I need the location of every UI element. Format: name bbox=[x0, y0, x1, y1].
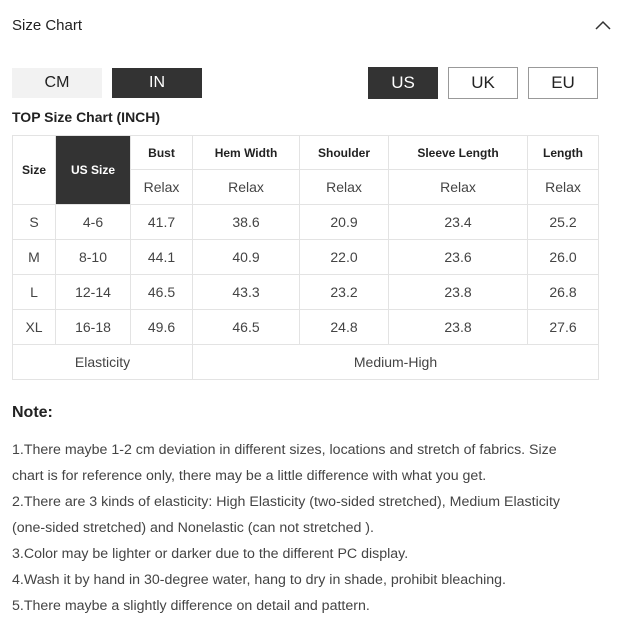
fit-label: Relax bbox=[389, 170, 528, 205]
value-cell: 49.6 bbox=[131, 310, 193, 345]
column-header: Bust bbox=[131, 136, 193, 170]
size-cell: M bbox=[13, 240, 56, 275]
us-size-column-header: US Size bbox=[56, 136, 131, 205]
column-header: Sleeve Length bbox=[389, 136, 528, 170]
elasticity-row bbox=[13, 345, 599, 380]
size-chart-header[interactable] bbox=[12, 16, 612, 36]
uk-button[interactable]: UK bbox=[448, 67, 518, 99]
value-cell: 44.1 bbox=[131, 240, 193, 275]
table-row bbox=[13, 240, 599, 275]
table-row bbox=[13, 310, 599, 345]
column-header: Length bbox=[528, 136, 599, 170]
elasticity-value: Medium-High bbox=[193, 345, 599, 380]
value-cell: 46.5 bbox=[193, 310, 300, 345]
note-line: chart is for reference only, there may be a little difference with what you get. bbox=[12, 468, 487, 484]
page-title: Size Chart bbox=[12, 17, 83, 34]
value-cell: 26.0 bbox=[528, 240, 599, 275]
value-cell: 43.3 bbox=[193, 275, 300, 310]
us-size-cell: 4-6 bbox=[56, 205, 131, 240]
value-cell: 23.2 bbox=[300, 275, 389, 310]
column-header: Hem Width bbox=[193, 136, 300, 170]
note-line: (one-sided stretched) and Nonelastic (can not stretched ). bbox=[12, 520, 374, 536]
table-row bbox=[13, 275, 599, 310]
column-header: Shoulder bbox=[300, 136, 389, 170]
fit-label: Relax bbox=[131, 170, 193, 205]
fit-label: Relax bbox=[528, 170, 599, 205]
value-cell: 20.9 bbox=[300, 205, 389, 240]
us-size-cell: 8-10 bbox=[56, 240, 131, 275]
value-cell: 38.6 bbox=[193, 205, 300, 240]
chevron-up-icon[interactable] bbox=[594, 18, 612, 32]
note-list bbox=[12, 437, 612, 619]
size-cell: L bbox=[13, 275, 56, 310]
value-cell: 46.5 bbox=[131, 275, 193, 310]
fit-label: Relax bbox=[193, 170, 300, 205]
us-size-cell: 12-14 bbox=[56, 275, 131, 310]
size-cell: S bbox=[13, 205, 56, 240]
eu-button[interactable]: EU bbox=[528, 67, 598, 99]
value-cell: 24.8 bbox=[300, 310, 389, 345]
value-cell: 27.6 bbox=[528, 310, 599, 345]
size-cell: XL bbox=[13, 310, 56, 345]
note-title: Note: bbox=[12, 404, 53, 421]
cm-button[interactable]: CM bbox=[12, 68, 102, 98]
note-line: 4.Wash it by hand in 30-degree water, hang to dry in shade, prohibit bleaching. bbox=[12, 572, 506, 588]
table-row bbox=[13, 205, 599, 240]
value-cell: 25.2 bbox=[528, 205, 599, 240]
table-header-row bbox=[13, 136, 599, 170]
value-cell: 23.8 bbox=[389, 310, 528, 345]
value-cell: 23.8 bbox=[389, 275, 528, 310]
us-button[interactable]: US bbox=[368, 67, 438, 99]
value-cell: 41.7 bbox=[131, 205, 193, 240]
value-cell: 40.9 bbox=[193, 240, 300, 275]
note-line: 5.There maybe a slightly difference on detail and pattern. bbox=[12, 598, 370, 614]
note-line: 3.Color may be lighter or darker due to the different PC display. bbox=[12, 546, 409, 562]
chart-subtitle: TOP Size Chart (INCH) bbox=[12, 109, 161, 125]
note-line: 1.There maybe 1-2 cm deviation in different sizes, locations and stretch of fabrics. Size bbox=[12, 442, 557, 458]
in-button[interactable]: IN bbox=[112, 68, 202, 98]
note-line: 2.There are 3 kinds of elasticity: High Elasticity (two-sided stretched), Medium Elasticity bbox=[12, 494, 560, 510]
elasticity-label: Elasticity bbox=[13, 345, 193, 380]
value-cell: 23.4 bbox=[389, 205, 528, 240]
value-cell: 22.0 bbox=[300, 240, 389, 275]
fit-label: Relax bbox=[300, 170, 389, 205]
size-table bbox=[12, 135, 599, 380]
value-cell: 26.8 bbox=[528, 275, 599, 310]
size-column-header: Size bbox=[13, 136, 56, 205]
value-cell: 23.6 bbox=[389, 240, 528, 275]
us-size-cell: 16-18 bbox=[56, 310, 131, 345]
